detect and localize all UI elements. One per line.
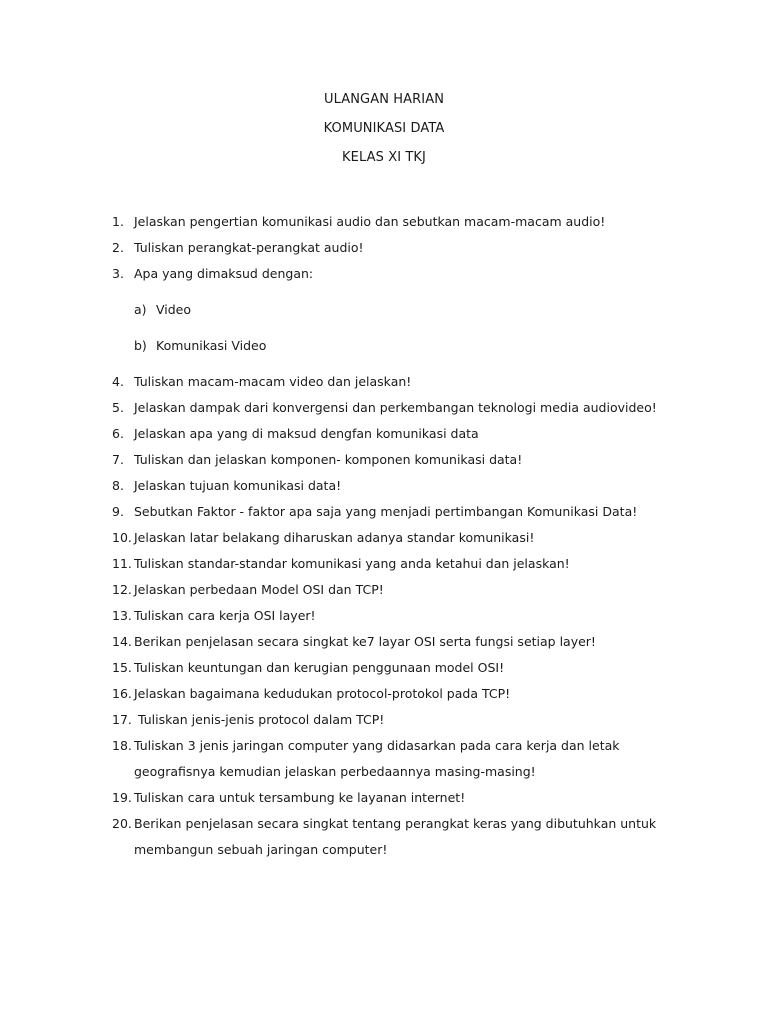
- question-item: [112, 499, 702, 525]
- question-number: 9.: [112, 504, 124, 519]
- question-text: Tuliskan dan jelaskan komponen- komponen komunikasi data!: [134, 452, 523, 467]
- question-number: 14.: [112, 634, 132, 649]
- question-text: Tuliskan standar-standar komunikasi yang anda ketahui dan jelaskan!: [134, 556, 570, 571]
- question-item: [112, 629, 702, 655]
- question-item: [112, 811, 702, 863]
- question-item: [112, 655, 702, 681]
- question-item: [112, 681, 702, 707]
- question-number: 19.: [112, 790, 132, 805]
- question-number: 15.: [112, 660, 132, 675]
- sub-item-text: Komunikasi Video: [156, 338, 267, 353]
- question-text: Tuliskan 3 jenis jaringan computer yang didasarkan pada cara kerja dan letak: [134, 738, 620, 753]
- question-number: 10.: [112, 530, 132, 545]
- question-item: [112, 707, 702, 733]
- question-number: 11.: [112, 556, 132, 571]
- question-text: Tuliskan macam-macam video dan jelaskan!: [134, 374, 412, 389]
- question-item: [112, 395, 702, 421]
- question-text: Tuliskan cara untuk tersambung ke layanan internet!: [134, 790, 466, 805]
- question-number: 8.: [112, 478, 124, 493]
- question-text: Jelaskan bagaimana kedudukan protocol-protokol pada TCP!: [134, 686, 511, 701]
- question-number: 12.: [112, 582, 132, 597]
- question-item: [112, 421, 702, 447]
- question-item: [112, 209, 702, 235]
- question-item: [112, 525, 702, 551]
- question-text: Berikan penjelasan secara singkat ke7 layar OSI serta fungsi setiap layer!: [134, 634, 596, 649]
- question-number: 5.: [112, 400, 124, 415]
- question-text-continuation: geografisnya kemudian jelaskan perbedaannya masing-masing!: [134, 764, 536, 779]
- sub-item: [134, 301, 191, 319]
- question-text: Jelaskan latar belakang diharuskan adanya standar komunikasi!: [134, 530, 535, 545]
- question-item: [112, 577, 702, 603]
- sub-item: [134, 337, 266, 355]
- question-number: 20.: [112, 816, 132, 831]
- question-text: Jelaskan perbedaan Model OSI dan TCP!: [134, 582, 384, 597]
- question-number: 13.: [112, 608, 132, 623]
- question-item: [112, 551, 702, 577]
- question-text: Sebutkan Faktor - faktor apa saja yang menjadi pertimbangan Komunikasi Data!: [134, 504, 638, 519]
- question-text: Jelaskan apa yang di maksud dengfan komunikasi data: [134, 426, 479, 441]
- question-number: 2.: [112, 240, 124, 255]
- question-number: 18.: [112, 738, 132, 753]
- question-text: Tuliskan jenis-jenis protocol dalam TCP!: [134, 712, 385, 727]
- question-text: Jelaskan tujuan komunikasi data!: [134, 478, 342, 493]
- question-text: Tuliskan keuntungan dan kerugian penggunaan model OSI!: [134, 660, 505, 675]
- sub-item-text: Video: [156, 302, 192, 317]
- question-text: Jelaskan pengertian komunikasi audio dan sebutkan macam-macam audio!: [134, 214, 606, 229]
- question-text: Apa yang dimaksud dengan:: [134, 266, 314, 281]
- question-item: [112, 733, 702, 785]
- header-class: KELAS XI TKJ: [342, 150, 426, 165]
- question-number: 4.: [112, 374, 124, 389]
- question-number: 3.: [112, 266, 124, 281]
- question-text: Tuliskan cara kerja OSI layer!: [134, 608, 316, 623]
- question-text-continuation: membangun sebuah jaringan computer!: [134, 842, 388, 857]
- question-item: [112, 785, 702, 811]
- header-subject: KOMUNIKASI DATA: [323, 121, 445, 136]
- question-number: 1.: [112, 214, 124, 229]
- question-text: Jelaskan dampak dari konvergensi dan perkembangan teknologi media audiovideo!: [134, 400, 657, 415]
- question-item: [112, 473, 702, 499]
- question-item: [112, 603, 702, 629]
- sub-item-letter: b): [134, 338, 147, 353]
- question-text: Tuliskan perangkat-perangkat audio!: [134, 240, 364, 255]
- question-number: 16.: [112, 686, 132, 701]
- question-number: 6.: [112, 426, 124, 441]
- sub-item-letter: a): [134, 302, 147, 317]
- question-item: [112, 235, 702, 261]
- question-text: Berikan penjelasan secara singkat tentang perangkat keras yang dibutuhkan untuk: [134, 816, 657, 831]
- question-item: [112, 261, 702, 287]
- question-item: [112, 447, 702, 473]
- question-item: [112, 369, 702, 395]
- header-title: ULANGAN HARIAN: [323, 92, 445, 107]
- question-number: 7.: [112, 452, 124, 467]
- question-number: 17.: [112, 712, 132, 727]
